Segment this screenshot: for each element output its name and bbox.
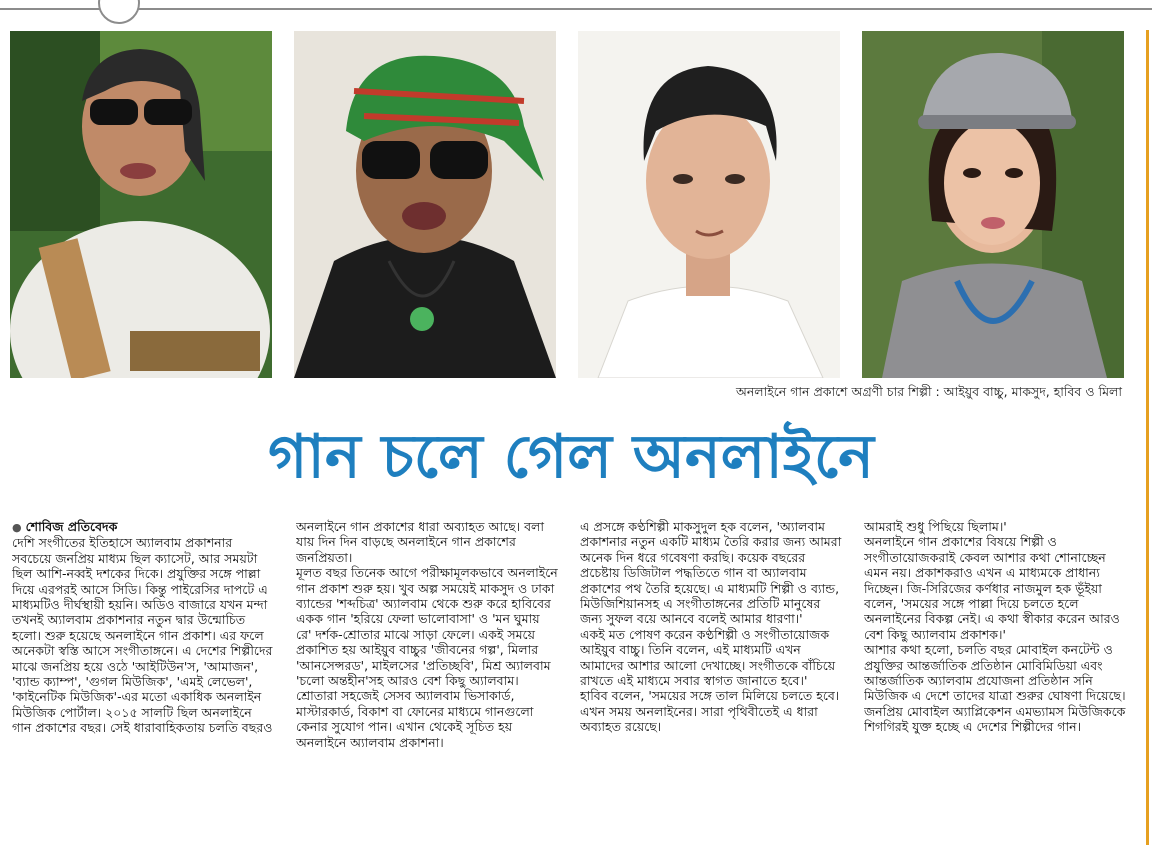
portrait-photo-icon (10, 31, 272, 378)
portrait-photo-icon (578, 31, 840, 378)
byline (12, 519, 274, 535)
article-column-2 (296, 519, 558, 849)
photo-caption: অনলাইনে গান প্রকাশে অগ্রণী চার শিল্পী : আইয়ুব বাচ্চু, মাকসুদ, হাবিব ও মিলা (736, 384, 1122, 399)
article-column-4 (864, 519, 1126, 849)
article-column-1 (12, 519, 274, 849)
headline: গান চলে গেল অনলাইনে (268, 422, 874, 492)
portrait-photo-icon (294, 31, 556, 378)
photo-mila (862, 31, 1124, 378)
column-text: দেশি সংগীতের ইতিহাসে অ্যালবাম প্রকাশনার সবচেয়ে জনপ্রিয় মাধ্যম ছিল ক্যাসেট, আর সময়টা ছিল আশি-নব্বই দশকের দিকে। প্রযুক্তির সঙ্গে পাল্লা দিয়ে এরপরই আসে সিডি। কিন্তু পাইরেসির দাপটে এ মাধ্যমটিও দীর্ঘস্থায়ী হয়নি। অডিও বাজারে যখন মন্দা তখনই অ্যালবাম প্রকাশনার নতুন দ্বার উন্মোচিত হলো। শুরু হয়েছে অনলাইনে গান প্রকাশ। এর ফলে অনেকটা স্বস্তি আসে সংগীতাঙ্গনে। এ দেশের শিল্পীদের মাঝে জনপ্রিয় হয়ে ওঠে 'আইটিউন'স, 'আমাজন', 'ব্যান্ড ক্যাম্প', 'গুগল মিউজিক', 'এমই লেভেল', 'কাইনেটিক মিউজিক'-এর মতো একাধিক অনলাইন মিউজিক পোর্টাল। ২০১৫ সালটি ছিল অনলাইনে গান প্রকাশের বছর। সেই ধারাবাহিকতায় চলতি বছরও (12, 535, 273, 736)
article-column-3 (580, 519, 842, 849)
photo-maksud (294, 31, 556, 378)
column-text: আমরাই শুধু পিছিয়ে ছিলাম।' অনলাইনে গান প্রকাশের বিষয়ে শিল্পী ও সংগীতায়োজকরাই কেবল আশার কথা শোনাচ্ছেন এমন নয়। প্রকাশকরাও এখন এ মাধ্যমকে প্রাধান্য দিচ্ছেন। জি-সিরিজের কর্ণধার নাজমুল হক ভূঁইয়া বলেন, 'সময়ের সঙ্গে পাল্লা দিয়ে চলতে হলে অনলাইনের বিকল্প নেই। এ কথা স্বীকার করেন আরও বেশ কিছু অ্যালবাম প্রকাশক।' আশার কথা হলো, চলতি বছর মোবাইল কনটেন্ট ও প্রযুক্তির আন্তর্জাতিক প্রতিষ্ঠান মোবিমিডিয়া এবং আন্তর্জাতিক অ্যালবাম প্রযোজনা প্রতিষ্ঠান সনি মিউজিক এ দেশে তাদের যাত্রা শুরুর ঘোষণা দিয়েছে। জনপ্রিয় মোবাইল অ্যাপ্লিকেশন এমভ্যামস মিউজিককে শিগগিরই যুক্ত হচ্ছে এ দেশের শিল্পীদের গান। (864, 519, 1126, 735)
top-tab-ornament (98, 0, 140, 24)
photo-habib (578, 31, 840, 378)
photo-ayub-bachchu (10, 31, 272, 378)
column-text: অনলাইনে গান প্রকাশের ধারা অব্যাহত আছে। বলা যায় দিন দিন বাড়ছে অনলাইনে গান প্রকাশের জনপ্রিয়তা। মূলত বছর তিনেক আগে পরীক্ষামূলকভাবে অনলাইনে গান প্রকাশ শুরু হয়। খুব অল্প সময়েই মাকসুদ ও ঢাকা ব্যান্ডের 'শব্দচিত্র' অ্যালবাম থেকে শুরু করে হাবিবের একক গান 'হরিয়ে ফেলা ভালোবাসা' ও 'মন ঘুমায় রে' দর্শক-শ্রোতার মাঝে সাড়া ফেলে। একই সময়ে প্রকাশিত হয় আইয়ুব বাচ্চুর 'জীবনের গল্প', মিলার 'আনসেন্সরড', মাইলসের 'প্রতিচ্ছবি', মিশ্র অ্যালবাম 'চলো অন্তহীন'সহ আরও বেশ কিছু অ্যালবাম। শ্রোতারা সহজেই সেসব অ্যালবাম ভিসাকার্ড, মাস্টারকার্ড, বিকাশ বা ফোনের মাধ্যমে গানগুলো কেনার সুযোগ পান। এখান থেকেই সূচিত হয় অনলাইনে অ্যালবাম প্রকাশনা। (296, 519, 558, 750)
bullet-icon: ● (12, 521, 22, 534)
top-rule (0, 8, 1152, 10)
right-accent-rule (1146, 30, 1149, 845)
byline-text: শোবিজ প্রতিবেদক (25, 519, 118, 534)
portrait-photo-icon (862, 31, 1124, 378)
column-text: এ প্রসঙ্গে কণ্ঠশিল্পী মাকসুদুল হক বলেন, 'অ্যালবাম প্রকাশনার নতুন একটি মাধ্যম তৈরি করার জন্য আমরা অনেক দিন ধরে গবেষণা করছি। কয়েক বছরের প্রচেষ্টায় ডিজিটাল পদ্ধতিতে গান বা অ্যালবাম প্রকাশের পথ তৈরি হয়েছে। এ মাধ্যমটি শিল্পী ও ব্যান্ড, মিউজিশিয়ানসহ এ সংগীতাঙ্গনের প্রতিটি মানুষের জন্য সুফল বয়ে আনবে বলেই আমার ধারণা।' একই মত পোষণ করেন কণ্ঠশিল্পী ও সংগীতায়োজক আইয়ুব বাচ্চু। তিনি বলেন, এই মাধ্যমটি এখন আমাদের আশার আলো দেখাচ্ছে। সংগীতকে বাঁচিয়ে রাখতে এই মাধ্যমে সবার স্বাগত জানাতে হবে।' হাবিব বলেন, 'সময়ের সঙ্গে তাল মিলিয়ে চলতে হবে। এখন সময় অনলাইনের। সারা পৃথিবীতেই এ ধারা অব্যাহত রয়েছে। (580, 519, 842, 735)
